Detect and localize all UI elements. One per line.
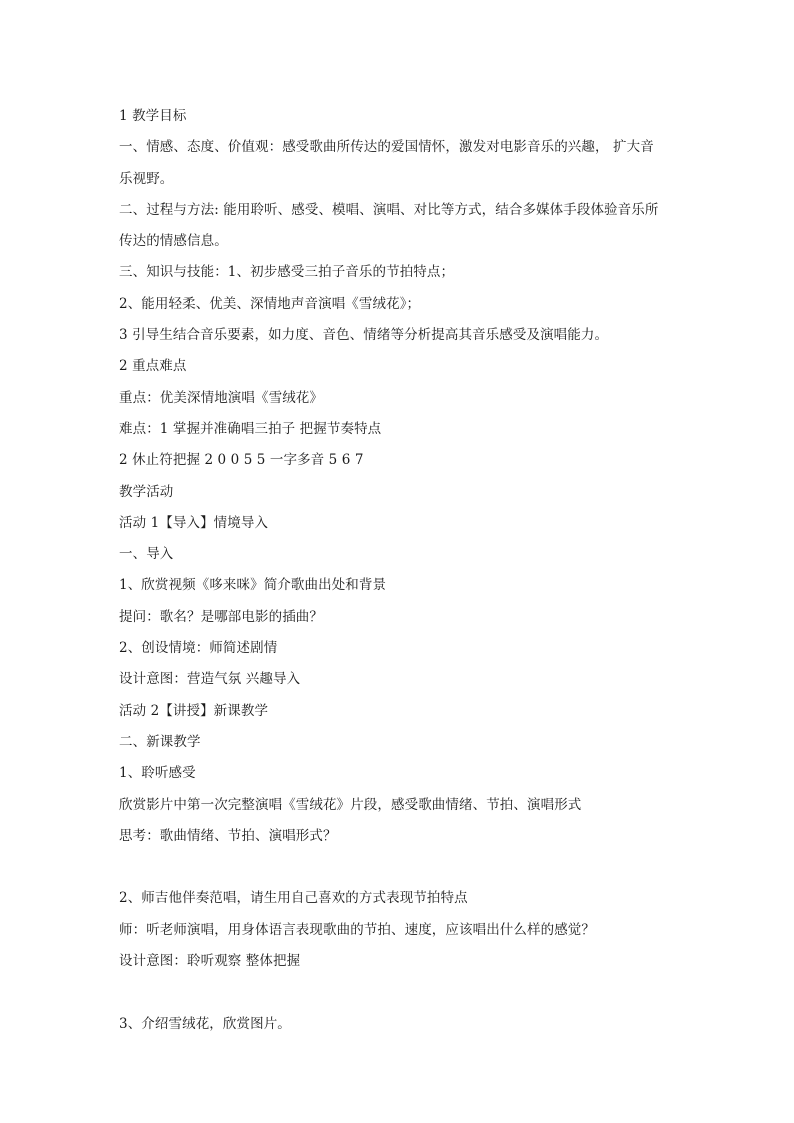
- paragraph-line: 设计意图：聆听观察 整体把握: [119, 953, 301, 970]
- paragraph-line: 一、导入: [119, 546, 174, 563]
- paragraph-line: 二、新课教学: [119, 733, 201, 750]
- activity-heading: 活动 1【导入】情境导入: [119, 514, 269, 531]
- paragraph-line: 设计意图：营造气氛 兴趣导入: [119, 671, 301, 688]
- paragraph-line: 二、过程与方法: 能用聆听、感受、模唱、演唱、对比等方式，结合多媒体手段体验音乐所: [119, 201, 659, 218]
- paragraph-line: 1、欣赏视频《哆来咪》简介歌曲出处和背景: [119, 577, 387, 594]
- section-heading-activities: 教学活动: [119, 483, 174, 500]
- activity-heading: 活动 2【讲授】新课教学: [119, 702, 269, 719]
- paragraph-line: 乐视野。: [119, 170, 174, 187]
- section-heading-teaching-goals: 1 教学目标: [119, 108, 187, 124]
- paragraph-line: 1、聆听感受: [119, 765, 196, 782]
- paragraph-line: 难点：1 掌握并准确唱三拍子 把握节奏特点: [119, 420, 382, 437]
- document-body: [119, 101, 679, 1040]
- paragraph-line: 三、知识与技能：1、初步感受三拍子音乐的节拍特点；: [119, 264, 455, 281]
- paragraph-line: 重点：优美深情地演唱《雪绒花》: [119, 389, 323, 406]
- paragraph-line: 传达的情感信息。: [119, 233, 228, 250]
- paragraph-line: 2 休止符把握 2 0 0 5 5 一字多音 5 6 7: [119, 452, 364, 469]
- paragraph-line: 2、师吉他伴奏范唱，请生用自己喜欢的方式表现节拍特点: [119, 890, 468, 907]
- paragraph-line: 2、能用轻柔、优美、深情地声音演唱《雪绒花》；: [119, 295, 421, 312]
- paragraph-line: 欣赏影片中第一次完整演唱《雪绒花》片段，感受歌曲情绪、节拍、演唱形式: [119, 796, 582, 813]
- paragraph-line: 师：听老师演唱，用身体语言表现歌曲的节拍、速度，应该唱出什么样的感觉？: [119, 921, 595, 938]
- section-heading-key-points: 2 重点难点: [119, 358, 187, 375]
- paragraph-line: 思考：歌曲情绪、节拍、演唱形式？: [119, 827, 337, 844]
- paragraph-line: 3、介绍雪绒花，欣赏图片。: [119, 1015, 291, 1032]
- paragraph-line: 一、情感、态度、价值观：感受歌曲所传达的爱国情怀，激发对电影音乐的兴趣， 扩大音: [119, 139, 654, 156]
- paragraph-line: 3 引导生结合音乐要素，如力度、音色、情绪等分析提高其音乐感受及演唱能力。: [119, 327, 609, 344]
- paragraph-line: 2、创设情境：师简述剧情: [119, 640, 278, 657]
- paragraph-line: 提问：歌名？是哪部电影的插曲？: [119, 608, 323, 625]
